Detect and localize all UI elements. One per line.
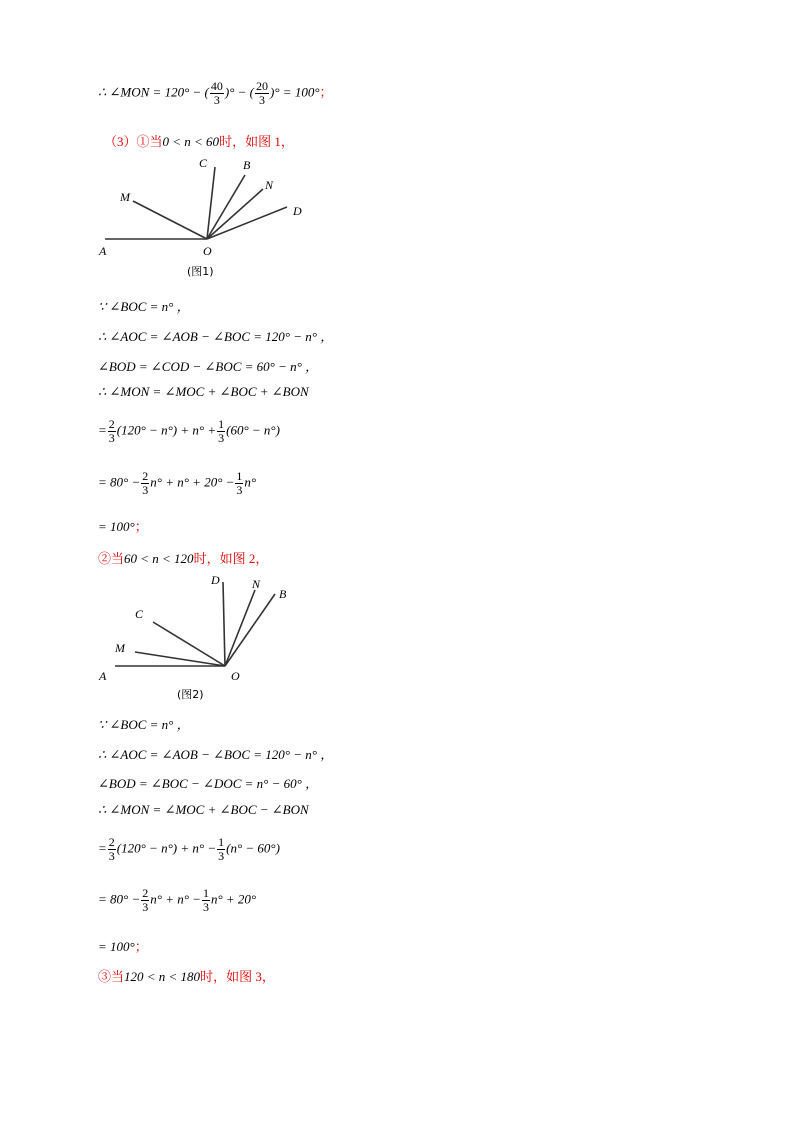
c1-line-1: ∵ ∠BOC = n° ， bbox=[98, 299, 190, 314]
figure-caption: (图2) bbox=[177, 688, 204, 701]
c2-line-1: ∵ ∠BOC = n° ， bbox=[98, 717, 190, 732]
figure-caption: (图1) bbox=[187, 265, 214, 278]
label-m: M bbox=[115, 641, 125, 655]
label-a: A bbox=[99, 244, 107, 258]
c2-line-4: ∴ ∠MON = ∠MOC + ∠BOC − ∠BON bbox=[98, 802, 309, 817]
case3-heading: ③当120 < n < 180时，如图 3， bbox=[98, 969, 275, 984]
c1-line-3: ∠BOD = ∠COD − ∠BOC = 60° − n° ， bbox=[98, 359, 319, 374]
c1-line-5: = $\frac{2}{3}$ (120° − n°) + n° + $\frac{1}{3}$ (60° − n°) bbox=[98, 417, 280, 445]
c2-line-2: ∴ ∠AOC = ∠AOB − ∠BOC = 120° − n° ， bbox=[98, 747, 334, 762]
ray-od bbox=[223, 582, 225, 666]
c2-line-7: = 100°； bbox=[98, 939, 148, 954]
label-a: A bbox=[99, 669, 107, 683]
case2-heading: ②当60 < n < 120时，如图 2， bbox=[98, 551, 269, 566]
label-c: C bbox=[199, 156, 208, 170]
equation-mon-line: ∴ ∠MON = 120° − ( $\frac{40}{3}$ )° − ( $\frac{20}{3}$ )° = 100°； bbox=[98, 79, 333, 107]
ray-om bbox=[133, 201, 207, 239]
ray-oc bbox=[153, 622, 225, 666]
label-b: B bbox=[243, 158, 251, 172]
ray-od bbox=[207, 207, 287, 239]
label-o: O bbox=[231, 669, 240, 683]
label-d: D bbox=[211, 573, 220, 587]
ray-om bbox=[135, 652, 225, 666]
label-c: C bbox=[135, 607, 144, 621]
label-m: M bbox=[120, 190, 130, 204]
label-n: N bbox=[252, 577, 261, 591]
c2-line-5: = $\frac{2}{3}$ (120° − n°) + n° − $\frac{1}{3}$ (n° − 60°) bbox=[98, 835, 280, 863]
label-b: B bbox=[279, 587, 287, 601]
figure-2 bbox=[95, 570, 305, 705]
c2-line-6: = 80° − $\frac{2}{3}$ n° + n° − $\frac{1}{3}$ n° + 20° bbox=[98, 886, 257, 914]
c1-line-2: ∴ ∠AOC = ∠AOB − ∠BOC = 120° − n° ， bbox=[98, 329, 334, 344]
fraction: $\frac{20}{3}$ bbox=[256, 79, 269, 107]
label-o: O bbox=[203, 244, 212, 258]
label-n: N bbox=[265, 178, 274, 192]
ray-on bbox=[207, 189, 263, 239]
case1-heading: （3）①当0 < n < 60时，如图 1， bbox=[104, 134, 294, 149]
c2-line-3: ∠BOD = ∠BOC − ∠DOC = n° − 60° ， bbox=[98, 776, 319, 791]
c1-line-7: = 100°； bbox=[98, 519, 148, 534]
figure-1 bbox=[95, 155, 325, 285]
c1-line-6: = 80° − $\frac{2}{3}$ n° + n° + 20° − $\frac{1}{3}$ n° bbox=[98, 469, 257, 497]
label-d: D bbox=[293, 204, 302, 218]
fraction: $\frac{40}{3}$ bbox=[210, 79, 223, 107]
c1-line-4: ∴ ∠MON = ∠MOC + ∠BOC + ∠BON bbox=[98, 384, 309, 399]
